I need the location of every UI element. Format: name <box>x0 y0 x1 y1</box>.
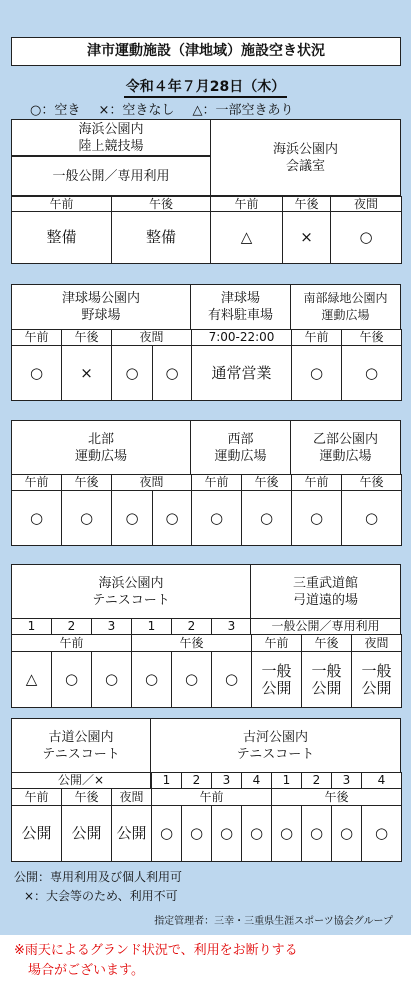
court-number: 2 <box>181 772 212 789</box>
status-cell: ○ <box>211 651 252 708</box>
status-cell: 整備 <box>11 211 112 264</box>
time-header: 午前 <box>291 474 342 491</box>
status-cell: ○ <box>181 805 212 862</box>
status-cell: ○ <box>241 805 272 862</box>
status-cell: ○ <box>11 490 62 546</box>
status-cell: × <box>61 345 112 401</box>
time-header: 午後 <box>61 788 112 806</box>
status-cell: ○ <box>341 490 402 546</box>
status-cell: △ <box>11 651 52 708</box>
time-header: 夜間 <box>330 196 402 212</box>
note-closed: ×：大会等のため、利用不可 <box>24 889 178 903</box>
time-header: 午前 <box>191 474 242 491</box>
time-header: 午前 <box>210 196 283 212</box>
time-header: 午後 <box>271 788 402 806</box>
court-number: 1 <box>271 772 302 789</box>
time-header: 夜間 <box>351 634 402 652</box>
court-number: 2 <box>301 772 332 789</box>
usage-label: 一般公開／専用利用 <box>250 618 401 635</box>
time-header: 午前 <box>11 329 62 346</box>
status-cell: ○ <box>331 805 362 862</box>
status-cell: ○ <box>191 490 242 546</box>
status-cell: ○ <box>51 651 92 708</box>
note-open: 公開：専用利用及び個人利用可 <box>14 870 183 884</box>
time-header: 午前 <box>11 788 62 806</box>
time-header: 午後 <box>341 474 402 491</box>
status-cell: ○ <box>241 490 292 546</box>
facility-name: 海浜公園内 テニスコート <box>11 564 251 619</box>
manager-credit: 指定管理者：三幸・三重県生涯スポーツ協会グループ <box>154 916 393 927</box>
legend-partial: △：一部空きあり <box>192 103 294 118</box>
time-header: 午後 <box>61 474 112 491</box>
rain-warning-line-2: 場合がございます。 <box>28 963 144 978</box>
date-line <box>0 76 411 96</box>
status-cell: × <box>282 211 331 264</box>
status-cell: ○ <box>271 805 302 862</box>
facility-name: 海浜公園内 陸上競技場 <box>11 119 211 156</box>
time-header: 午前 <box>11 196 112 212</box>
facility-name: 海浜公園内 会議室 <box>210 119 401 196</box>
facility-name: 津球場 有料駐車場 <box>190 284 291 330</box>
status-cell: ○ <box>61 490 112 546</box>
time-header: 午後 <box>61 329 112 346</box>
time-header: 午後 <box>131 634 252 652</box>
rain-warning <box>14 941 298 981</box>
usage-label: 公開／× <box>11 772 151 789</box>
status-cell: △ <box>210 211 283 264</box>
facility-name: 西部 運動広場 <box>190 420 291 475</box>
court-number: 4 <box>241 772 272 789</box>
court-number: 2 <box>51 618 92 635</box>
status-cell: ○ <box>211 805 242 862</box>
time-header: 午前 <box>291 329 342 346</box>
date-text: 令和４年７月28日（木） <box>124 79 287 98</box>
time-header: 午後 <box>111 196 211 212</box>
status-cell: ○ <box>330 211 402 264</box>
status-cell: 一般 公開 <box>301 651 352 708</box>
status-cell: ○ <box>11 345 62 401</box>
court-number: 1 <box>131 618 172 635</box>
time-header: 午前 <box>251 634 302 652</box>
status-cell: ○ <box>301 805 332 862</box>
court-number: 1 <box>11 618 52 635</box>
status-cell: ○ <box>291 490 342 546</box>
rain-warning-line-1: ※雨天によるグランド状況で、利用をお断りする <box>14 943 298 958</box>
time-header: 午後 <box>301 634 352 652</box>
court-number: 4 <box>361 772 402 789</box>
court-number: 3 <box>331 772 362 789</box>
status-cell: 一般 公開 <box>251 651 302 708</box>
status-cell: ○ <box>111 490 153 546</box>
status-cell: ○ <box>151 805 182 862</box>
legend-vacant: ○：空き <box>30 103 81 118</box>
time-header: 7:00-22:00 <box>191 329 292 346</box>
status-cell: ○ <box>152 490 192 546</box>
court-number: 1 <box>151 772 182 789</box>
time-header: 午前 <box>151 788 272 806</box>
facility-name: 古河公園内 テニスコート <box>150 718 401 773</box>
time-header: 午後 <box>341 329 402 346</box>
status-cell: ○ <box>152 345 192 401</box>
facility-name: 津球場公園内 野球場 <box>11 284 191 330</box>
facility-name: 三重武道館 弓道遠的場 <box>250 564 401 619</box>
status-cell: 公開 <box>61 805 112 862</box>
facility-name: 古道公園内 テニスコート <box>11 718 151 773</box>
time-header: 午後 <box>282 196 331 212</box>
status-cell: ○ <box>111 345 153 401</box>
time-header: 夜間 <box>111 474 192 491</box>
facility-name: 北部 運動広場 <box>11 420 191 475</box>
time-header: 午前 <box>11 474 62 491</box>
status-cell: ○ <box>341 345 402 401</box>
status-cell: 公開 <box>11 805 62 862</box>
status-cell: 一般 公開 <box>351 651 402 708</box>
status-cell: 整備 <box>111 211 211 264</box>
court-number: 3 <box>211 618 252 635</box>
status-cell: ○ <box>171 651 212 708</box>
facility-name: 乙部公園内 運動広場 <box>290 420 401 475</box>
status-cell: ○ <box>291 345 342 401</box>
time-header: 夜間 <box>111 788 152 806</box>
time-header: 夜間 <box>111 329 192 346</box>
status-cell: 公開 <box>111 805 152 862</box>
status-cell: ○ <box>91 651 132 708</box>
page-title: 津市運動施設（津地域）施設空き状況 <box>11 37 401 66</box>
court-number: 3 <box>91 618 132 635</box>
status-cell: 通常営業 <box>191 345 292 401</box>
status-cell: ○ <box>131 651 172 708</box>
court-number: 3 <box>211 772 242 789</box>
facility-name: 南部緑地公園内 運動広場 <box>290 284 401 330</box>
usage-label: 一般公開／専用利用 <box>11 156 211 196</box>
court-number: 2 <box>171 618 212 635</box>
legend <box>30 99 308 118</box>
legend-full: ×：空きなし <box>98 103 175 118</box>
time-header: 午前 <box>11 634 132 652</box>
time-header: 午後 <box>241 474 292 491</box>
status-cell: ○ <box>361 805 402 862</box>
